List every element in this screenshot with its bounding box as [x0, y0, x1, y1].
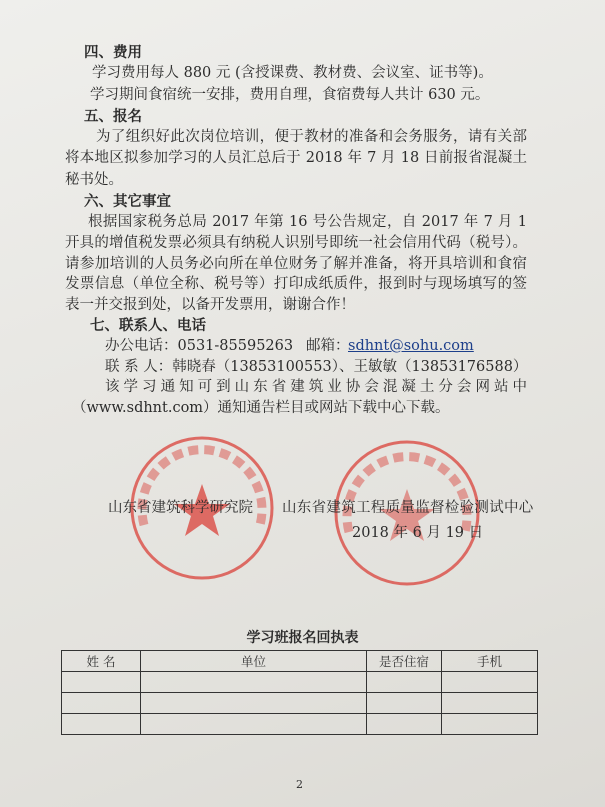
signature-date: 2018 年 6 月 19 日 — [352, 525, 484, 541]
table-row — [62, 714, 538, 735]
registration-form-table — [61, 650, 538, 735]
text-line: 学习费用每人 880 元 (含授课费、教材费、会议室、证书等)。 — [92, 65, 493, 81]
text-line: 将本地区拟参加学习的人员汇总后于 2018 年 7 月 18 日前报省混凝土 — [65, 150, 527, 166]
cell[interactable] — [141, 672, 367, 693]
cell[interactable] — [62, 714, 141, 735]
heading-contact: 七、联系人、电话 — [90, 318, 206, 334]
text-line: 发票信息（单位全称、税号等）打印成纸质件，报到时与现场填写的签 — [65, 276, 527, 292]
cell[interactable] — [367, 672, 442, 693]
header-mobile: 手机 — [442, 651, 538, 672]
heading-registration: 五、报名 — [84, 109, 142, 125]
page-number: 2 — [296, 778, 303, 791]
heading-other: 六、其它事宜 — [84, 194, 171, 210]
form-title: 学习班报名回执表 — [246, 630, 359, 646]
table-row — [62, 672, 538, 693]
header-name: 姓 名 — [62, 651, 141, 672]
email-label: 邮箱： — [306, 338, 350, 354]
text-line: 请参加培训的人员务必向所在单位财务了解并准备，将开具培训和食宿 — [65, 256, 527, 272]
email-link[interactable]: sdhnt@sohu.com — [348, 338, 474, 354]
office-phone: 办公电话：0531-85595263 — [105, 338, 294, 354]
text-line: 为了组织好此次岗位培训，便于教材的准备和会务服务，请有关部 — [96, 129, 527, 145]
text-line: 开具的增值税发票必须具有纳税人识别号即统一社会信用代码（税号）。 — [65, 235, 527, 251]
signature-org-2: 山东省建筑工程质量监督检验测试中心 — [282, 500, 534, 516]
cell[interactable] — [141, 693, 367, 714]
heading-fees: 四、费用 — [84, 45, 142, 61]
signature-org-1: 山东省建筑科学研究院 — [108, 500, 253, 516]
cell[interactable] — [442, 693, 538, 714]
cell[interactable] — [367, 693, 442, 714]
cell[interactable] — [141, 714, 367, 735]
text-line: 根据国家税务总局 2017 年第 16 号公告规定，自 2017 年 7 月 1 — [88, 214, 527, 230]
cell[interactable] — [62, 693, 141, 714]
table-row — [62, 693, 538, 714]
text-line: （www.sdhnt.com）通知通告栏目或网站下载中心下载。 — [72, 400, 450, 416]
text-line: 学习期间食宿统一安排，费用自理，食宿费每人共计 630 元。 — [90, 87, 490, 103]
table-header-row — [62, 651, 538, 672]
cell[interactable] — [367, 714, 442, 735]
cell[interactable] — [442, 714, 538, 735]
contact-persons: 联 系 人：韩晓春（13853100553）、王敏敏（13853176588） — [105, 359, 528, 375]
header-lodging: 是否住宿 — [367, 651, 442, 672]
text-line: 秘书处。 — [65, 172, 123, 188]
cell[interactable] — [442, 672, 538, 693]
text-line: 表一并交报到处，以备开发票用，谢谢合作！ — [65, 297, 355, 313]
cell[interactable] — [62, 672, 141, 693]
text-line: 该学习通知可到山东省建筑业协会混凝土分会网站中 — [105, 379, 527, 395]
header-unit: 单位 — [141, 651, 367, 672]
